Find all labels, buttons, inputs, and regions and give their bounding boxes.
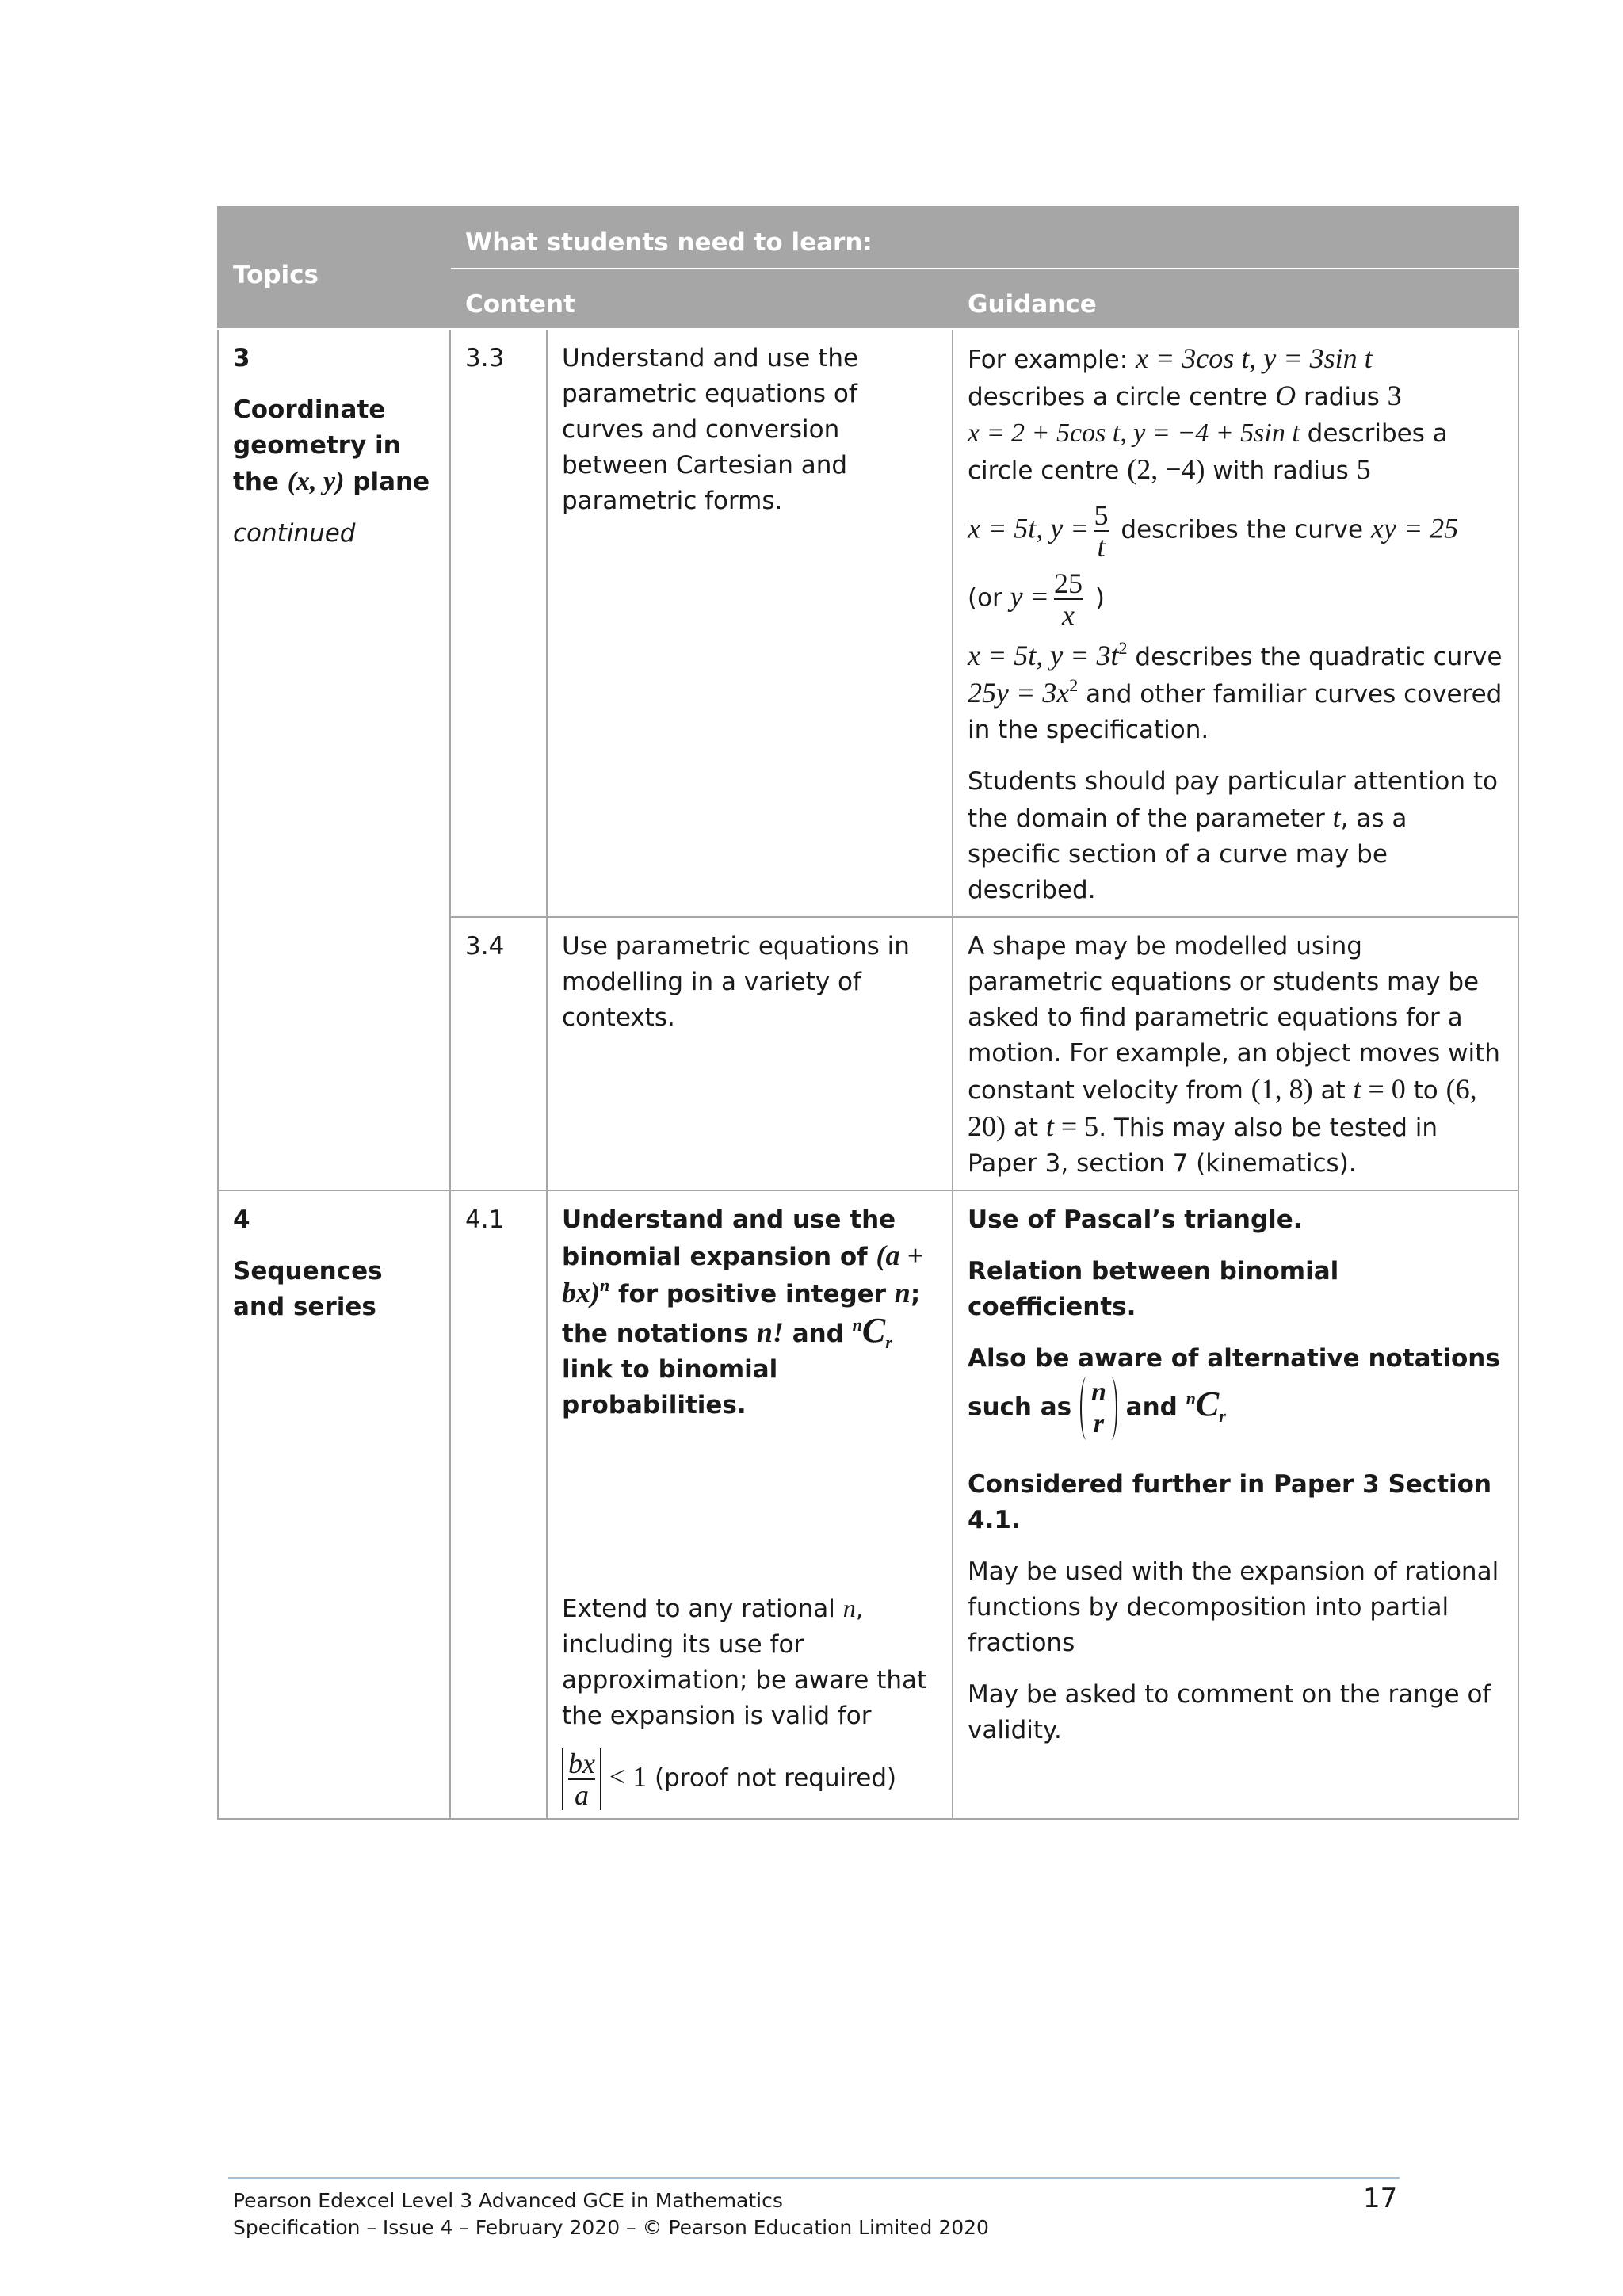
guidance-text: radius xyxy=(1296,383,1388,411)
equation: x = 5t, y = xyxy=(968,512,1090,544)
inequality: < 1 xyxy=(609,1760,647,1793)
superscript: 2 xyxy=(1118,638,1128,658)
math-number: 3 xyxy=(1387,380,1402,411)
fraction-denominator: x xyxy=(1054,598,1083,630)
math-symbol: t xyxy=(1332,801,1341,833)
guidance-para xyxy=(968,568,1503,630)
guidance-cell xyxy=(953,1190,1518,1819)
guidance-header: Guidance xyxy=(953,269,1518,329)
superscript: n xyxy=(1186,1388,1196,1408)
header-row-1 xyxy=(218,207,1518,269)
guidance-text: For example: xyxy=(968,346,1136,374)
guidance-text: describes the quadratic curve xyxy=(1127,643,1503,671)
guidance-text: such as xyxy=(968,1392,1072,1422)
math-symbol: n xyxy=(894,1277,911,1308)
content-header: Content xyxy=(450,269,953,329)
code-cell: 3.4 xyxy=(450,917,547,1190)
topic-cell-4 xyxy=(218,1190,450,1819)
content-text-part: , including its use for approximation; be aware that the expansion is valid for xyxy=(562,1595,927,1730)
math-point: (2, −4) xyxy=(1127,453,1205,485)
footer-divider xyxy=(228,2177,1400,2179)
content-text-part: link to binomial probabilities. xyxy=(562,1355,778,1419)
guidance-text: , as a specific section of a curve may be described. xyxy=(968,804,1407,904)
fraction-numerator: bx xyxy=(568,1748,595,1779)
guidance-text: describes a circle centre xyxy=(968,383,1276,411)
content-cell xyxy=(547,1190,953,1819)
guidance-text: and other familiar curves covered in the specification. xyxy=(968,680,1503,744)
math-symbol: t xyxy=(1045,1110,1054,1142)
equation: x = 5t, y = 3t xyxy=(968,640,1119,671)
what-students-header: What students need to learn: xyxy=(450,207,1518,269)
superscript: n xyxy=(852,1315,862,1335)
equation: y = xyxy=(1010,580,1049,613)
guidance-text: . This may also be tested in Paper 3, section 7 (kinematics). xyxy=(968,1114,1438,1178)
content-text-part: Understand and use the binomial expansion of xyxy=(562,1205,896,1271)
topic-number: 4 xyxy=(233,1205,250,1234)
math-point: (6, 20) xyxy=(968,1073,1477,1142)
code-cell: 4.1 xyxy=(450,1190,547,1819)
math-symbol: n xyxy=(842,1594,856,1622)
footer-title: Pearson Edexcel Level 3 Advanced GCE in Mathematics xyxy=(233,2189,783,2212)
content-text-part: ; the notations xyxy=(562,1280,921,1348)
guidance-para xyxy=(968,638,1503,748)
content-text: Understand and use the parametric equations of curves and conversion between Cartesian and parametric forms. xyxy=(562,344,859,515)
guidance-text: with radius xyxy=(1205,457,1357,485)
math-number: = 0 xyxy=(1361,1073,1406,1105)
topics-header: Topics xyxy=(218,207,450,329)
fraction xyxy=(568,1748,595,1810)
fraction-denominator: a xyxy=(568,1778,595,1810)
guidance-text: at xyxy=(1006,1114,1046,1142)
math-symbol: n! xyxy=(756,1316,784,1348)
equation: xy = 25 xyxy=(1370,512,1459,544)
binomial-expression: (a + bx) xyxy=(562,1240,923,1308)
fraction-numerator: 25 xyxy=(1053,567,1083,599)
content-text xyxy=(562,1202,938,1591)
table-row xyxy=(218,329,1518,917)
guidance-para xyxy=(968,500,1503,562)
content-text-part: Extend to any rational xyxy=(562,1595,843,1623)
guidance-text: to xyxy=(1405,1076,1446,1105)
guidance-text: and xyxy=(1125,1392,1178,1422)
guidance-para xyxy=(968,929,1503,1182)
guidance-text: (or xyxy=(968,583,1010,613)
guidance-text: Students should pay particular attention to the domain of the parameter xyxy=(968,767,1498,833)
guidance-text: describes the curve xyxy=(1121,515,1371,544)
math-symbol: t xyxy=(1353,1073,1361,1105)
fraction xyxy=(1094,500,1109,562)
content-text xyxy=(562,1591,938,1734)
ncr-notation xyxy=(852,1311,892,1352)
guidance-cell xyxy=(953,917,1518,1190)
topic-title-math: (x, y) xyxy=(287,467,345,496)
topic-number: 3 xyxy=(233,344,250,372)
fraction-denominator: t xyxy=(1094,530,1109,562)
content-text xyxy=(562,1748,938,1810)
math-symbol: C xyxy=(861,1311,886,1350)
guidance-para: Also be aware of alternative notations xyxy=(968,1344,1500,1373)
content-text: Use parametric equations in modelling in a variety of contexts. xyxy=(562,932,910,1032)
math-number: 5 xyxy=(1356,453,1371,485)
absolute-value xyxy=(562,1748,601,1810)
code-cell: 3.3 xyxy=(450,329,547,917)
topic-title: Sequences and series xyxy=(233,1257,383,1321)
math-symbol: C xyxy=(1195,1384,1220,1423)
content-cell xyxy=(547,329,953,917)
math-point: (1, 8) xyxy=(1251,1073,1313,1105)
binomial-coefficient xyxy=(1080,1377,1117,1440)
guidance-para: Use of Pascal’s triangle. xyxy=(968,1205,1303,1234)
guidance-para xyxy=(968,341,1503,489)
superscript: n xyxy=(600,1275,610,1295)
guidance-para: Relation between binomial coefficients. xyxy=(968,1257,1339,1321)
guidance-para xyxy=(968,1377,1503,1440)
right-paren xyxy=(1105,1377,1117,1440)
equation: 25y = 3x xyxy=(968,677,1070,709)
binomial-bottom: r xyxy=(1093,1409,1105,1438)
equation: x = 3cos t, y = 3sin t xyxy=(1136,342,1373,374)
left-paren xyxy=(1080,1377,1093,1440)
footer-issue: Specification – Issue 4 – February 2020 – © Pearson Education Limited 2020 xyxy=(233,2216,989,2239)
topic-title xyxy=(233,392,435,500)
guidance-text: describes a circle centre xyxy=(968,419,1448,485)
table-row xyxy=(218,1190,1518,1819)
topic-title-text: Coordinate geometry in the xyxy=(233,395,401,496)
guidance-para: May be used with the expansion of rational functions by decomposition into partial fractions xyxy=(968,1557,1499,1657)
math-number: = 5 xyxy=(1053,1110,1099,1142)
guidance-para xyxy=(968,764,1503,908)
topic-title-text-end: plane xyxy=(353,468,430,496)
guidance-text: at xyxy=(1312,1076,1354,1105)
page-number: 17 xyxy=(1363,2183,1398,2214)
fraction-numerator: 5 xyxy=(1094,499,1109,531)
subscript: r xyxy=(1219,1405,1226,1426)
superscript: 2 xyxy=(1069,675,1079,695)
guidance-para: May be asked to comment on the range of validity. xyxy=(968,1680,1491,1744)
math-symbol: O xyxy=(1275,380,1296,411)
specification-table xyxy=(217,206,1519,1820)
equation: x = 2 + 5cos t, y = −4 + 5sin t xyxy=(968,418,1300,448)
content-text-part: (proof not required) xyxy=(647,1763,897,1793)
binomial-top: n xyxy=(1090,1377,1106,1407)
topic-continued: continued xyxy=(233,519,356,548)
content-text-part: for positive integer xyxy=(609,1280,895,1308)
guidance-para: Considered further in Paper 3 Section 4.1. xyxy=(968,1470,1492,1534)
topic-cell-3 xyxy=(218,329,450,1190)
guidance-cell xyxy=(953,329,1518,917)
ncr-notation xyxy=(1186,1384,1226,1426)
content-text-part: and xyxy=(783,1320,853,1348)
fraction xyxy=(1054,568,1083,630)
subscript: r xyxy=(885,1332,892,1352)
content-cell xyxy=(547,917,953,1190)
guidance-text: A shape may be modelled using parametric equations or students may be asked to find parametric equations for a motion. For example, an object moves with constant velocity from xyxy=(968,932,1500,1105)
guidance-text: ) xyxy=(1094,583,1105,613)
